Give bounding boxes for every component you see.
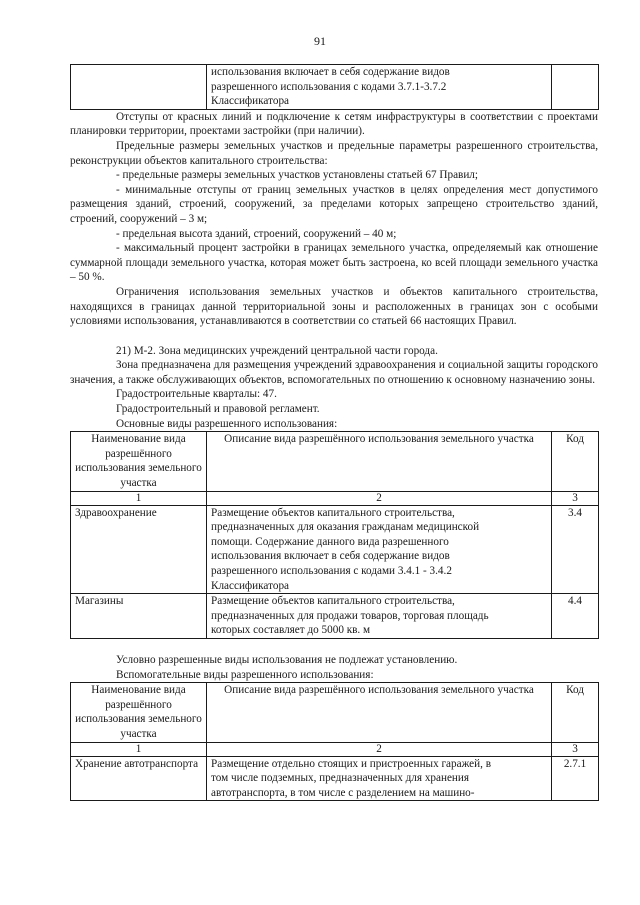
use-name-cell: Магазины	[71, 594, 207, 639]
use-code-cell: 4.4	[552, 594, 599, 639]
cell-line: использования включает в себя содержание видов	[211, 66, 450, 78]
table-header-row	[71, 683, 599, 742]
table-cell	[552, 65, 599, 110]
auxiliary-uses-table	[70, 682, 599, 801]
table-row	[71, 594, 599, 639]
cell-line: предназначенных для оказания гражданам медицинской	[211, 521, 480, 534]
cell-line: Классификатора	[211, 95, 290, 108]
header-cell-code: Код	[552, 683, 599, 742]
cell-line: разрешенного использования с кодами 3.4.1 - 3.4.2	[211, 565, 452, 577]
table-row	[71, 65, 599, 110]
table-number-row	[71, 491, 599, 505]
cell-line: использования включает в себя содержание видов	[211, 550, 450, 563]
use-description-cell	[207, 505, 552, 594]
paragraph: - минимальные отступы от границ земельных участков в целях определения мест допустимого размещения зданий, строений, сооружений, за пределами которых запрещено строительство зданий, строений, сооружений – 3 м;	[70, 183, 598, 225]
cell-line: Классификатора	[211, 579, 290, 592]
number-cell: 2	[207, 491, 552, 505]
paragraph: Предельные размеры земельных участков и предельные параметры разрешенного строительства, реконструкции объектов капитального строительства:	[70, 139, 598, 167]
use-code-cell: 3.4	[552, 505, 599, 594]
cell-line: разрешенного использования с кодами 3.7.1-3.7.2	[211, 80, 447, 93]
main-uses-table	[70, 431, 599, 639]
section-heading: 21) М-2. Зона медицинских учреждений центральной части города.	[116, 344, 438, 357]
paragraph: Отступы от красных линий и подключение к сетям инфраструктуры в соответствии с проектами планировки территории, проектами застройки (при наличии).	[70, 110, 598, 138]
paragraph: Ограничения использования земельных участков и объектов капитального строительства, находящихся в границах данной территориальной зоны и расположенных в границах зон с особыми условиями использования, устанавливаются в соответствии со статьей 66 настоящих Правил.	[70, 285, 598, 328]
paragraph: - предельная высота зданий, строений, сооружений – 40 м;	[116, 227, 397, 240]
use-description-cell	[207, 756, 552, 801]
number-cell: 2	[207, 742, 552, 756]
header-cell-description: Описание вида разрешённого использования земельного участка	[207, 683, 552, 742]
table-row	[71, 756, 599, 801]
table-row	[71, 505, 599, 594]
cell-line: Размещение отдельно стоящих и пристроенных гаражей, в	[211, 757, 491, 770]
continuation-table	[70, 64, 599, 110]
page-content	[70, 64, 598, 801]
header-cell-description: Описание вида разрешённого использования земельного участка	[207, 432, 552, 491]
table-number-row	[71, 742, 599, 756]
number-cell: 3	[552, 491, 599, 505]
cell-line: предназначенных для продажи товаров, торговая площадь	[211, 609, 489, 622]
paragraph: Градостроительные кварталы: 47.	[116, 388, 277, 401]
cell-line: Размещение объектов капитального строительства,	[211, 595, 455, 608]
table-cell	[71, 65, 207, 110]
cell-line: помощи. Содержание данного вида разрешенного	[211, 535, 449, 548]
use-description-cell	[207, 594, 552, 639]
spacer	[70, 639, 598, 653]
number-cell: 3	[552, 742, 599, 756]
cell-line: том числе подземных, предназначенных для хранения	[211, 772, 470, 785]
header-cell-name: Наименование вида разрешённого использования земельного участка	[71, 432, 207, 491]
paragraph: - максимальный процент застройки в границах земельного участка, определяемый как отношение суммарной площади земельного участка, которая может быть застроена, ко всей площади земельного участка – 50 %.	[70, 242, 598, 284]
number-cell: 1	[71, 491, 207, 505]
page-number: 91	[314, 34, 326, 48]
paragraph: Градостроительный и правовой регламент.	[116, 403, 320, 416]
spacer	[70, 329, 598, 344]
paragraph: Вспомогательные виды разрешенного использования:	[116, 668, 374, 681]
table-cell	[207, 65, 552, 110]
cell-line: которых составляет до 5000 кв. м	[211, 624, 371, 637]
paragraph: Условно разрешенные виды использования не подлежат установлению.	[116, 653, 458, 666]
use-name-cell: Хранение автотранспорта	[71, 756, 207, 801]
cell-line: Размещение объектов капитального строительства,	[211, 506, 455, 519]
table-header-row	[71, 432, 599, 491]
paragraph: - предельные размеры земельных участков установлены статьей 67 Правил;	[116, 169, 478, 182]
number-cell: 1	[71, 742, 207, 756]
header-cell-name: Наименование вида разрешённого использования земельного участка	[71, 683, 207, 742]
use-code-cell: 2.7.1	[552, 756, 599, 801]
paragraph: Зона предназначена для размещения учреждений здравоохранения и социальной защиты городского значения, а также обслуживающих объектов, вспомогательных по отношению к основному назначению зоны.	[70, 359, 598, 386]
paragraph: Основные виды разрешенного использования:	[116, 417, 338, 430]
use-name-cell: Здравоохранение	[71, 505, 207, 594]
header-cell-code: Код	[552, 432, 599, 491]
cell-line: автотранспорта, в том числе с разделением на машино-	[211, 786, 475, 799]
